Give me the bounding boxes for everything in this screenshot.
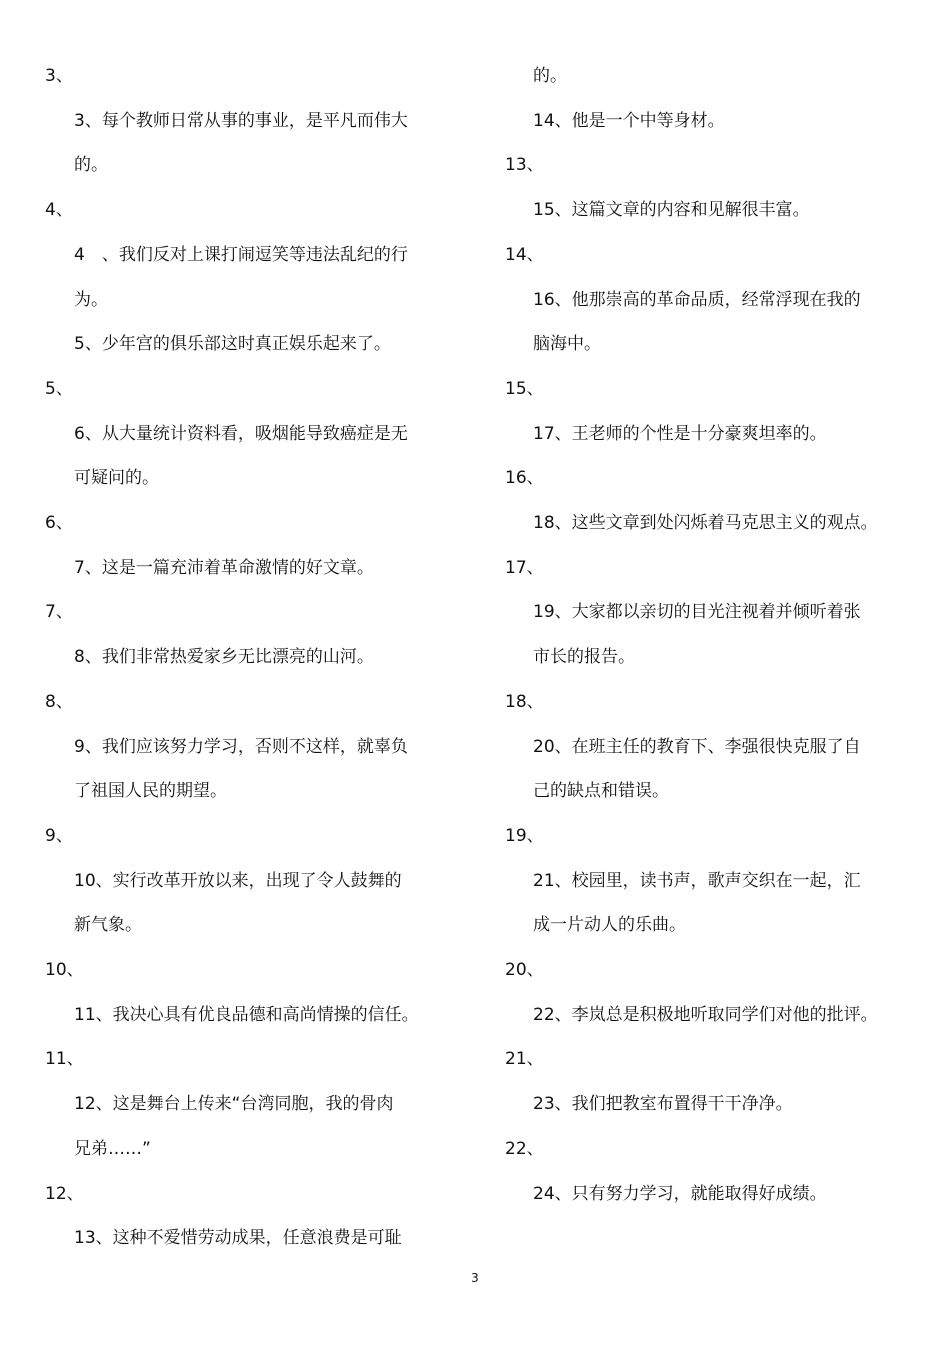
answer-number: 7、 bbox=[45, 602, 73, 623]
sentence-line: 24、只有努力学习，就能取得好成绩。 bbox=[533, 1183, 827, 1204]
sentence-line: 3、每个教师日常从事的事业，是平凡而伟大 bbox=[74, 110, 408, 131]
sentence-line: 脑海中。 bbox=[533, 334, 601, 355]
sentence-line: 17、王老师的个性是十分豪爽坦率的。 bbox=[533, 423, 827, 444]
sentence-line: 6、从大量统计资料看，吸烟能导致癌症是无 bbox=[74, 423, 408, 444]
sentence-line: 21、校园里，读书声，歌声交织在一起，汇 bbox=[533, 870, 861, 891]
sentence-line: 11、我决心具有优良品德和高尚情操的信任。 bbox=[74, 1004, 419, 1025]
sentence-line: 可疑问的。 bbox=[74, 468, 159, 489]
sentence-line: 13、这种不爱惜劳动成果，任意浪费是可耻 bbox=[74, 1228, 402, 1249]
answer-number: 19、 bbox=[505, 825, 544, 846]
sentence-line: 5、少年宫的俱乐部这时真正娱乐起来了。 bbox=[74, 334, 391, 355]
answer-number: 10、 bbox=[45, 960, 84, 980]
sentence-line: 兄弟……” bbox=[74, 1138, 151, 1159]
answer-number: 18、 bbox=[505, 691, 544, 712]
answer-number: 11、 bbox=[45, 1049, 84, 1070]
sentence-line: 22、李岚总是积极地听取同学们对他的批评。 bbox=[533, 1004, 878, 1025]
sentence-line: 12、这是舞台上传来“台湾同胞，我的骨肉 bbox=[74, 1094, 394, 1115]
sentence-line: 4 、我们反对上课打闹逗笑等违法乱纪的行 bbox=[74, 244, 408, 265]
sentence-line: 19、大家都以亲切的目光注视着并倾听着张 bbox=[533, 602, 861, 623]
answer-number: 13、 bbox=[505, 155, 544, 176]
sentence-line: 7、这是一篇充沛着革命激情的好文章。 bbox=[74, 557, 374, 578]
sentence-line: 己的缺点和错误。 bbox=[533, 781, 669, 802]
sentence-line: 10、实行改革开放以来，出现了令人鼓舞的 bbox=[74, 870, 402, 891]
answer-number: 9、 bbox=[45, 825, 73, 846]
answer-number: 5、 bbox=[45, 378, 73, 399]
answer-number: 15、 bbox=[505, 378, 544, 399]
answer-number: 14、 bbox=[505, 244, 544, 265]
sentence-line: 15、这篇文章的内容和见解很丰富。 bbox=[533, 200, 810, 221]
sentence-line: 成一片动人的乐曲。 bbox=[533, 915, 686, 936]
answer-number: 6、 bbox=[45, 513, 73, 533]
answer-number: 8、 bbox=[45, 691, 73, 712]
sentence-line: 9、我们应该努力学习，否则不这样，就辜负 bbox=[74, 736, 408, 757]
sentence-line: 16、他那崇高的革命品质，经常浮现在我的 bbox=[533, 289, 861, 310]
sentence-line: 23、我们把教室布置得干干净净。 bbox=[533, 1094, 793, 1115]
sentence-line: 14、他是一个中等身材。 bbox=[533, 110, 725, 131]
sentence-line: 市长的报告。 bbox=[533, 647, 635, 668]
sentence-line: 了祖国人民的期望。 bbox=[74, 781, 227, 802]
answer-number: 17、 bbox=[505, 557, 544, 578]
answer-number: 3、 bbox=[45, 66, 73, 86]
answer-number: 4、 bbox=[45, 200, 73, 221]
sentence-line: 18、这些文章到处闪烁着马克思主义的观点。 bbox=[533, 513, 878, 533]
answer-number: 20、 bbox=[505, 960, 544, 980]
answer-number: 21、 bbox=[505, 1049, 544, 1070]
page-number: 3 bbox=[471, 1271, 479, 1285]
answer-number: 22、 bbox=[505, 1138, 544, 1159]
sentence-line: 的。 bbox=[74, 155, 108, 176]
sentence-line: 为。 bbox=[74, 289, 108, 310]
sentence-line: 8、我们非常热爱家乡无比漂亮的山河。 bbox=[74, 647, 374, 668]
sentence-line: 新气象。 bbox=[74, 915, 142, 936]
answer-number: 12、 bbox=[45, 1183, 84, 1204]
answer-number: 16、 bbox=[505, 468, 544, 489]
sentence-line: 20、在班主任的教育下、李强很快克服了自 bbox=[533, 736, 861, 757]
sentence-line: 的。 bbox=[533, 66, 567, 86]
